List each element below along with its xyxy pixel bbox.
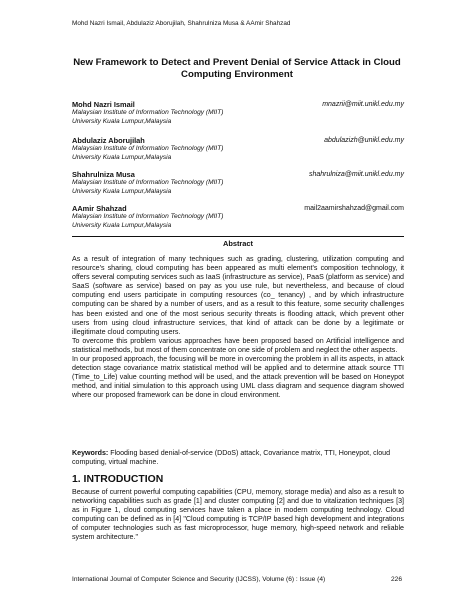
author-email[interactable]: mail2aamirshahzad@gmail.com [304,205,404,212]
author-block-1 [72,100,404,126]
abstract-body [72,255,404,401]
author-affiliation: University Kuala Lumpur,Malaysia [72,221,172,229]
abstract-paragraph: In our proposed approach, the focusing will be more in overcoming the problem in all its aspects, in attack detection stage covariance matrix statistical method will be applied and to determine attack source TTI (Time_to_Life) value counting method will be used, and the attack prevention will be based on Honeypot method, and initial simulation to this approach using UML class diagram and sequence diagram showed where our proposed framework can be done in cloud environment. [72,355,404,400]
abstract-heading: Abstract [72,236,404,248]
page-footer [72,576,402,583]
author-name: Mohd Nazri Ismail [72,100,135,109]
keywords [72,449,404,467]
author-name: Shahrulniza Musa [72,170,135,179]
keywords-text: Flooding based denial-of-service (DDoS) attack, Covariance matrix, TTI, Honeypot, cloud computing, virtual machine. [72,449,391,467]
abstract-paragraph: As a result of integration of many techniques such as grading, clustering, utilization computing and resource's sharing, cloud computing has been appeared as multi element's composition technology, it offers several computing services such as IaaS (infrastructure as service), PaaS (platform as service) and SaaS (software as service) based on pay as you use rule, but nevertheless, and because of cloud computing end users participate in computing resources (co_ tenancy) , and by which infrastructure computing can be shared by a number of users, and as a result to this feature, some security challenges has been existed and one of the most serious security threats is flooding attack, which prevent other users from using cloud infrastructure services, that kind of attack can be done by a legitimate or illegitimate cloud computing users. [72,255,404,336]
paper-title: New Framework to Detect and Prevent Denial of Service Attack in Cloud Computing Environment [73,57,401,80]
author-affiliation: Malaysian Institute of Information Technology (MIIT) [72,109,224,116]
section-heading-introduction: 1. INTRODUCTION [72,474,164,485]
journal-citation: International Journal of Computer Science and Security (IJCSS), Volume (6) : Issue (4) [72,576,326,583]
author-email[interactable]: shahrulniza@miit.unikl.edu.my [308,171,404,178]
author-email[interactable]: mnazrii@miit.unikl.edu.my [322,101,404,108]
author-affiliation: Malaysian Institute of Information Technology (MIIT) [72,179,224,186]
author-affiliation: Malaysian Institute of Information Technology (MIIT) [72,145,224,152]
author-block-2 [72,136,404,162]
author-affiliation: Malaysian Institute of Information Technology (MIIT) [72,213,224,220]
author-block-4 [72,204,404,230]
author-affiliation: University Kuala Lumpur,Malaysia [72,117,172,125]
abstract-paragraph: To overcome this problem various approaches have been proposed based on Artificial intelligence and statistical methods, but most of them concentrate on one side of problem and neglect the other aspects. [72,336,404,354]
author-name: AAmir Shahzad [72,204,127,213]
author-name: Abdulaziz Aborujilah [72,136,145,145]
introduction-paragraph: Because of current powerful computing capabilities (CPU, memory, storage media) and also as a result to networking capabilities such as grade [1] and cluster computing [2] and due to vitalization techniques [3] as in Figure 1, cloud computing services have taken a place in modern computing technology. Cloud computing can be defined as in [4] "Cloud computing is TCP/IP based high development and integrations of computer technologies such as fast microprocessor, huge memory, high-speed network and reliable system architecture." [72,488,404,542]
keywords-label: Keywords: [72,449,109,457]
author-block-3 [72,170,404,196]
running-head: Mohd Nazri Ismail, Abdulaziz Aborujilah, Shahrulniza Musa & AAmir Shahzad [72,20,291,27]
author-email[interactable]: abdulazizh@unikl.edu.my [324,137,404,144]
author-affiliation: University Kuala Lumpur,Malaysia [72,187,172,195]
author-affiliation: University Kuala Lumpur,Malaysia [72,153,172,161]
introduction-body [72,488,404,543]
page-number: 226 [390,576,402,583]
